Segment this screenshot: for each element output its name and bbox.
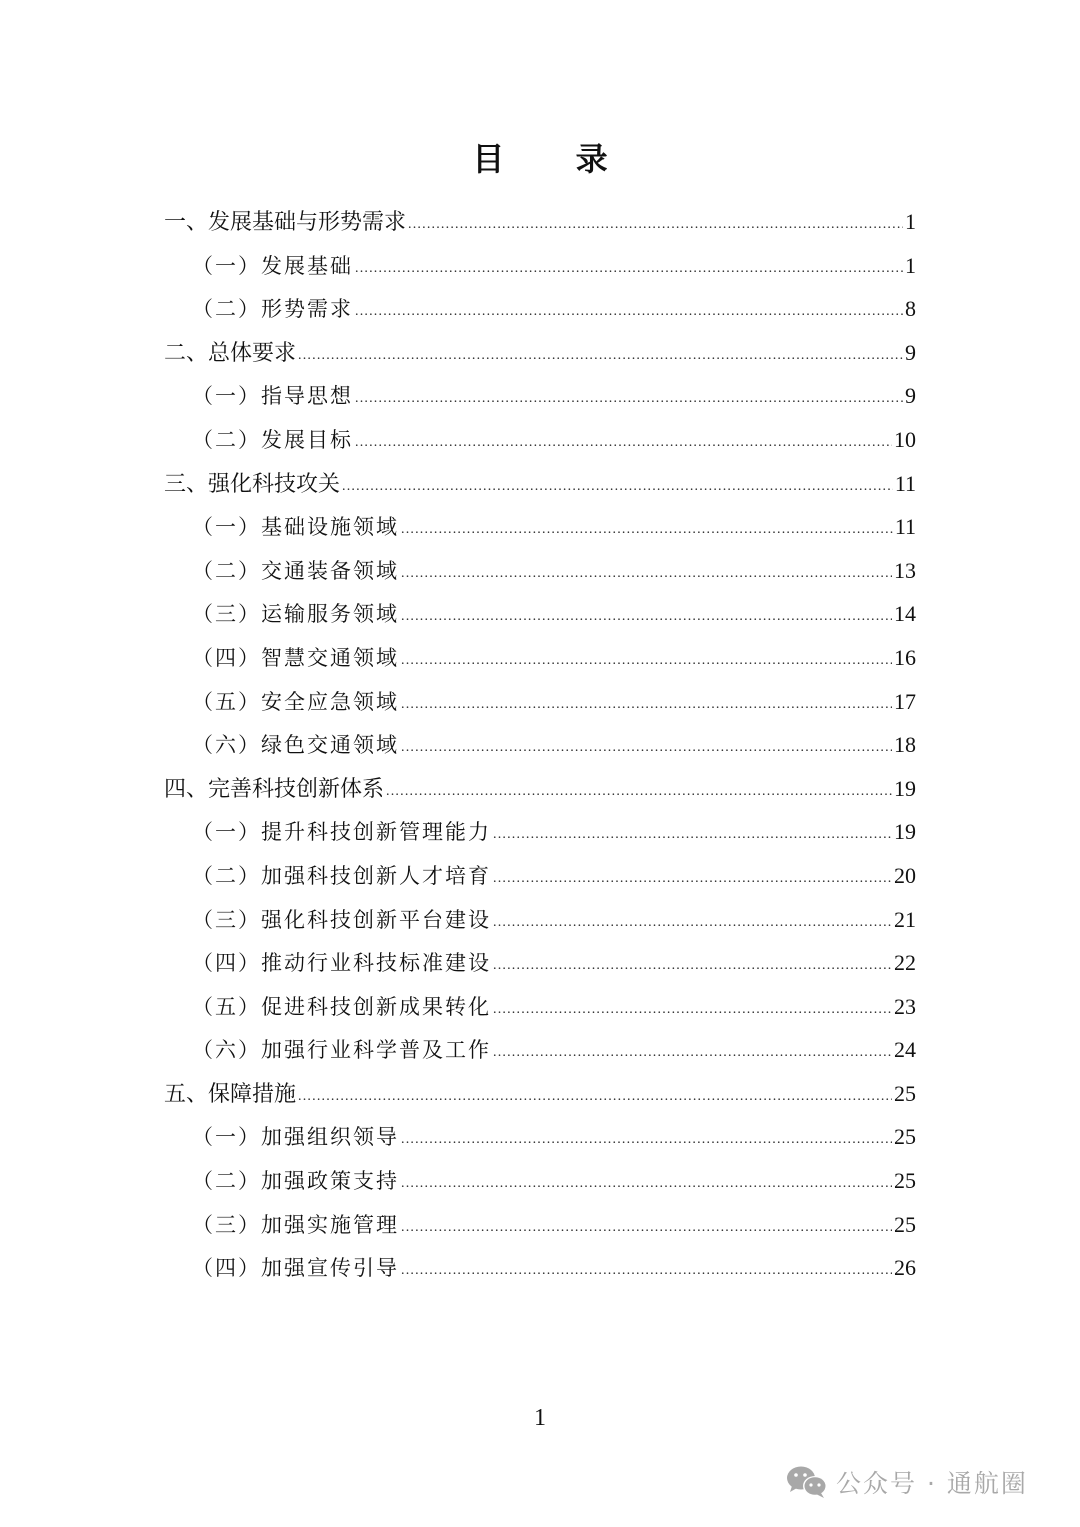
toc-entry-page: 11 [894, 470, 916, 496]
toc-entry-page: 13 [894, 557, 916, 583]
toc-entry[interactable] [164, 810, 916, 854]
toc-entry[interactable] [164, 505, 916, 549]
dot-leader [401, 1118, 892, 1162]
dot-leader [401, 508, 893, 552]
toc-entry-label: （二）交通装备领域 [192, 558, 399, 583]
toc-entry-label: （二）加强科技创新人才培育 [192, 863, 491, 888]
toc-entry-page: 20 [894, 862, 916, 888]
toc-entry-label: （三）强化科技创新平台建设 [192, 907, 491, 932]
page-number: 1 [534, 1405, 546, 1431]
toc-entry-page: 18 [894, 732, 916, 758]
toc-entry-page: 25 [894, 1168, 916, 1194]
toc-entry-page: 22 [894, 950, 916, 976]
toc-entry-label: （五）促进科技创新成果转化 [192, 994, 491, 1019]
dot-leader [408, 203, 903, 247]
toc-entry-page: 25 [894, 1211, 916, 1237]
dot-leader [401, 683, 892, 727]
toc-entry-page: 8 [905, 296, 916, 322]
toc-entry[interactable] [164, 418, 916, 462]
toc-entry[interactable] [164, 549, 916, 593]
toc-entry-label: （一）加强组织领导 [192, 1125, 399, 1150]
toc-entry[interactable] [164, 854, 916, 898]
toc-entry-label: （二）发展目标 [192, 427, 353, 452]
toc-entry-label: （六）加强行业科学普及工作 [192, 1038, 491, 1063]
toc-entry-page: 10 [894, 426, 916, 452]
toc-entry-label: 四、完善科技创新体系 [164, 776, 385, 802]
toc-entry-page: 1 [905, 209, 916, 234]
toc-entry-page: 17 [894, 688, 916, 714]
toc-entry-label: （五）安全应急领域 [192, 689, 399, 714]
toc-entry[interactable] [164, 287, 916, 331]
toc-entry[interactable] [164, 680, 916, 724]
toc-entry-page: 26 [894, 1255, 916, 1281]
toc-entry-page: 1 [905, 252, 916, 278]
toc-entry[interactable] [164, 331, 916, 375]
toc-entry-page: 23 [894, 993, 916, 1019]
table-of-contents [164, 200, 916, 1290]
toc-entry-label: 五、保障措施 [164, 1081, 297, 1107]
dot-leader [401, 639, 892, 683]
dot-leader [342, 465, 893, 509]
dot-leader [298, 334, 903, 378]
toc-entry[interactable] [164, 1203, 916, 1247]
toc-entry[interactable] [164, 374, 916, 418]
toc-entry-page: 25 [894, 1080, 916, 1106]
dot-leader [493, 813, 892, 857]
toc-entry[interactable] [164, 767, 916, 811]
dot-leader [386, 770, 892, 814]
toc-entry-page: 9 [905, 339, 916, 365]
toc-entry-label: （二）加强政策支持 [192, 1169, 399, 1194]
page-title: 目 录 [472, 140, 638, 178]
dot-leader [401, 726, 892, 770]
toc-entry-page: 24 [894, 1037, 916, 1063]
dot-leader [401, 595, 892, 639]
dot-leader [401, 1162, 892, 1206]
toc-entry-label: 二、总体要求 [164, 340, 297, 366]
dot-leader [493, 1031, 892, 1075]
toc-entry-label: （一）发展基础 [192, 253, 353, 278]
toc-entry-label: （六）绿色交通领域 [192, 733, 399, 758]
toc-entry-label: （三）加强实施管理 [192, 1212, 399, 1237]
toc-entry-label: （一）提升科技创新管理能力 [192, 820, 491, 845]
toc-entry-label: （四）推动行业科技标准建设 [192, 951, 491, 976]
dot-leader [355, 290, 903, 334]
toc-entry-page: 21 [894, 906, 916, 932]
toc-entry-page: 16 [894, 644, 916, 670]
toc-entry-label: （四）加强宣传引导 [192, 1256, 399, 1281]
toc-entry[interactable] [164, 200, 916, 244]
watermark [786, 1464, 1028, 1500]
toc-entry-label: 三、强化科技攻关 [164, 471, 341, 497]
dot-leader [355, 377, 903, 421]
toc-entry[interactable] [164, 244, 916, 288]
toc-entry-page: 19 [894, 819, 916, 845]
watermark-text: 公众号 · 通航圈 [836, 1469, 1028, 1498]
toc-entry-page: 19 [894, 775, 916, 801]
toc-entry[interactable] [164, 941, 916, 985]
toc-entry-label: （一）指导思想 [192, 384, 353, 409]
dot-leader [493, 901, 892, 945]
toc-entry-label: （四）智慧交通领域 [192, 645, 399, 670]
dot-leader [355, 247, 903, 291]
toc-entry-page: 25 [894, 1124, 916, 1150]
toc-entry-label: （二）形势需求 [192, 297, 353, 322]
dot-leader [493, 857, 892, 901]
toc-entry[interactable] [164, 1246, 916, 1290]
toc-entry[interactable] [164, 1159, 916, 1203]
wechat-icon [786, 1465, 828, 1499]
toc-entry-label: 一、发展基础与形势需求 [164, 210, 407, 235]
toc-entry-page: 9 [905, 383, 916, 409]
toc-entry[interactable] [164, 592, 916, 636]
dot-leader [493, 988, 892, 1032]
dot-leader [401, 552, 892, 596]
dot-leader [298, 1075, 892, 1119]
toc-entry-page: 14 [894, 601, 916, 627]
toc-entry[interactable] [164, 1115, 916, 1159]
toc-entry[interactable] [164, 462, 916, 506]
toc-entry[interactable] [164, 898, 916, 942]
toc-entry[interactable] [164, 636, 916, 680]
toc-entry[interactable] [164, 985, 916, 1029]
toc-entry[interactable] [164, 1072, 916, 1116]
dot-leader [401, 1249, 892, 1293]
toc-entry-label: （三）运输服务领域 [192, 602, 399, 627]
toc-entry-label: （一）基础设施领域 [192, 515, 399, 540]
dot-leader [355, 421, 892, 465]
dot-leader [401, 1206, 892, 1250]
toc-entry[interactable] [164, 723, 916, 767]
dot-leader [493, 944, 892, 988]
toc-entry-page: 11 [894, 514, 916, 540]
toc-entry[interactable] [164, 1028, 916, 1072]
